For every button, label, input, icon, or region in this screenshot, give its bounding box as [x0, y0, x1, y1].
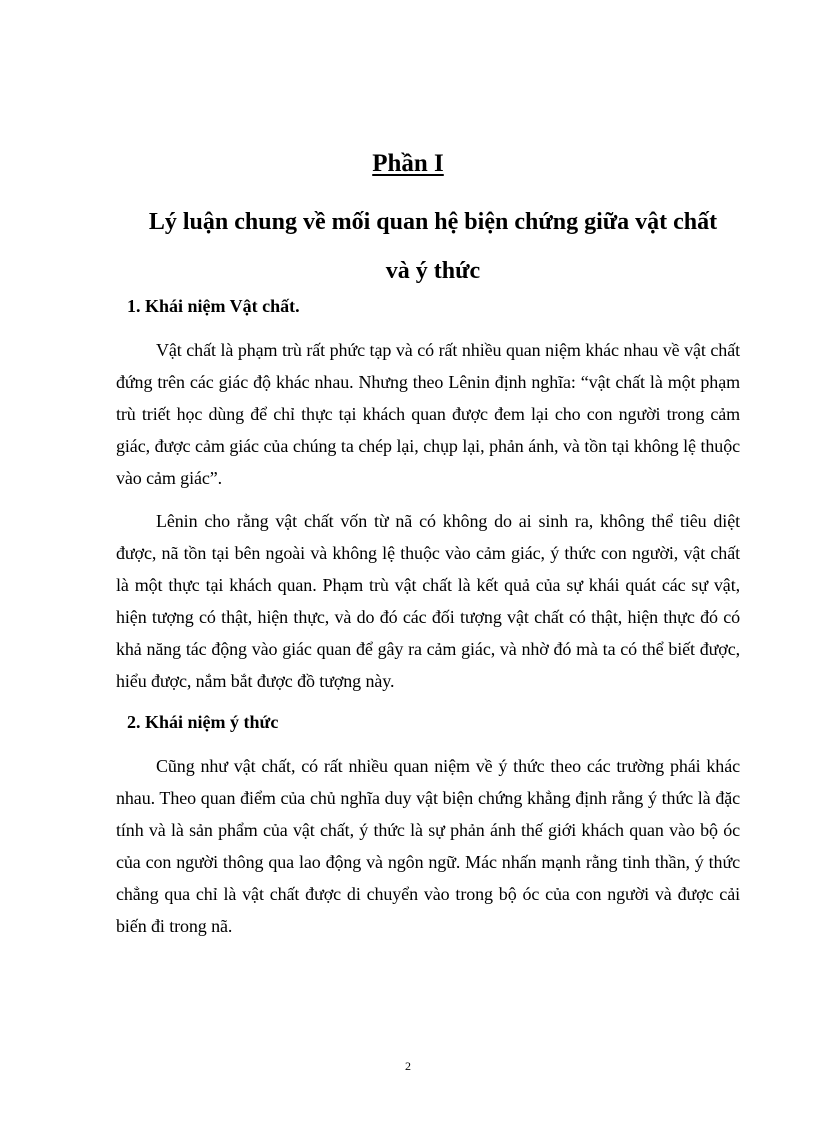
section-2-heading: 2. Khái niệm ý thức — [127, 712, 279, 732]
section-1-paragraph-2: Lênin cho rằng vật chất vốn từ nã có không do ai sinh ra, không thể tiêu diệt được, nã tồn tại bên ngoài và không lệ thuộc vào cảm giác, ý thức con người, vật chất là một thực tại khách quan. Phạm trù vật chất là kết quả của sự khái quát các sự vật, hiện tượng có thật, hiện thực, và do đó các đối tượng vật chất có thật, hiện thực đó có khả năng tác động vào giác quan để gây ra cảm giác, và nhờ đó mà ta có thể biết được, hiểu được, nắm bắt được đồ tượng này. — [116, 511, 740, 691]
chapter-title-line-2: và ý thức — [385, 258, 481, 284]
part-title: Phần I — [372, 150, 444, 177]
chapter-title-line-1: Lý luận chung về mối quan hệ biện chứng giữa vật chất — [148, 209, 718, 235]
section-1-paragraph-1: Vật chất là phạm trù rất phức tạp và có rất nhiều quan niệm khác nhau về vật chất đứng trên các giác độ khác nhau. Nhưng theo Lênin định nghĩa: “vật chất là một phạm trù triết học dùng để chỉ thực tại khách quan được đem lại cho con người trong cảm giác, được cảm giác của chúng ta chép lại, chụp lại, phản ánh, và tồn tại không lệ thuộc vào cảm giác”. — [116, 340, 740, 488]
chapter-title — [100, 198, 766, 296]
page-number: 2 — [405, 1059, 411, 1073]
section-1-heading: 1. Khái niệm Vật chất. — [127, 296, 300, 316]
section-2-paragraph-1: Cũng như vật chất, có rất nhiều quan niệm về ý thức theo các trường phái khác nhau. Theo quan điểm của chủ nghĩa duy vật biện chứng khẳng định rằng ý thức là đặc tính và là sản phẩm của vật chất, ý thức là sự phản ánh thế giới khách quan vào bộ óc của con người thông qua lao động và ngôn ngữ. Mác nhấn mạnh rằng tinh thần, ý thức chẳng qua chỉ là vật chất được di chuyển vào trong bộ óc của con người và được cải biến đi trong nã. — [116, 756, 740, 936]
